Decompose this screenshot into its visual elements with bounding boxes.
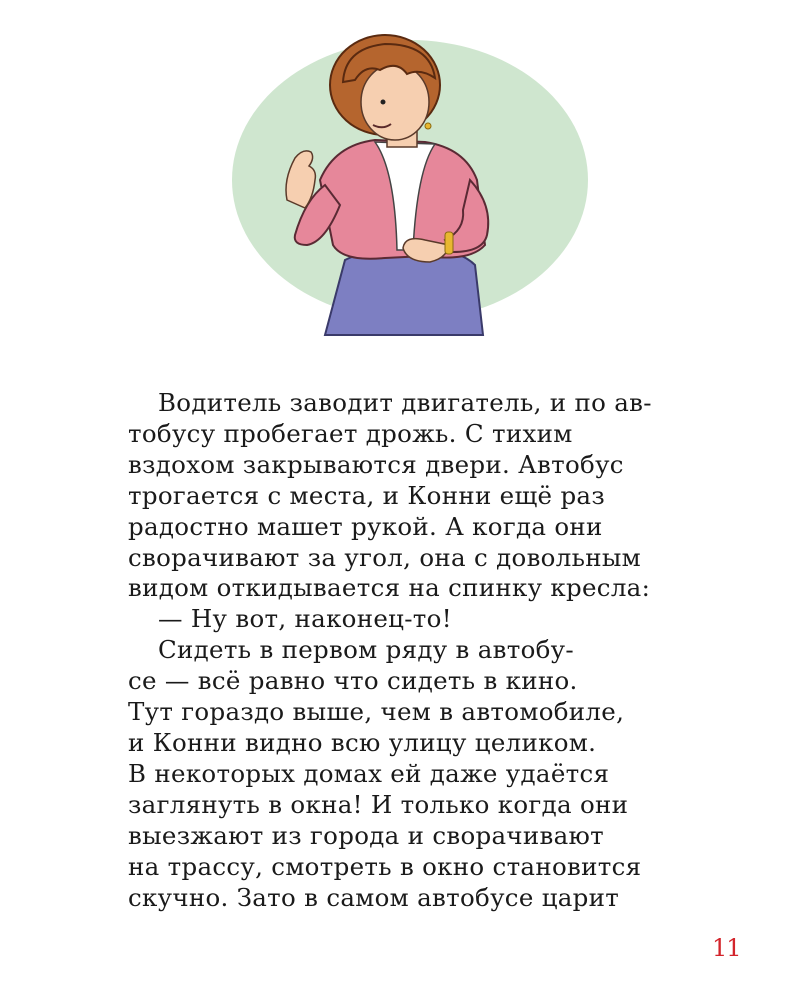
- eye: [381, 100, 386, 105]
- text-line: видом откидывается на спинку кресла:: [128, 573, 651, 603]
- text-line: вздохом закрываются двери. Автобус: [128, 449, 624, 479]
- text-line: заглянуть в окна! И только когда они: [128, 789, 629, 819]
- text-line: скучно. Зато в самом автобусе царит: [128, 882, 620, 912]
- page-number: 11: [712, 934, 741, 962]
- text-line: Сидеть в первом ряду в автобу-: [158, 635, 574, 665]
- text-line: трогается с места, и Конни ещё раз: [128, 480, 605, 510]
- text-line: Тут гораздо выше, чем в автомобиле,: [128, 697, 625, 727]
- text-line: и Конни видно всю улицу целиком.: [128, 727, 597, 757]
- text-line: се — всё равно что сидеть в кино.: [128, 666, 578, 696]
- bracelet: [445, 232, 453, 254]
- text-line: Водитель заводит двигатель, и по ав-: [158, 388, 652, 417]
- text-line: радостно машет рукой. А когда они: [128, 511, 603, 541]
- text-line: тобусу пробегает дрожь. С тихим: [128, 418, 573, 448]
- text-line: В некоторых домах ей даже удаётся: [128, 758, 610, 788]
- text-line: выезжают из города и сворачивают: [128, 820, 605, 850]
- earring: [425, 123, 431, 129]
- text-line: сворачивают за угол, она с довольным: [128, 542, 642, 572]
- woman-waving-illustration: [225, 30, 595, 350]
- dialogue-line: — Ну вот, наконец-то!: [158, 604, 452, 634]
- text-line: на трассу, смотреть в окно становится: [128, 851, 642, 881]
- body-text: [128, 388, 698, 913]
- face: [361, 64, 429, 140]
- skirt: [325, 248, 483, 336]
